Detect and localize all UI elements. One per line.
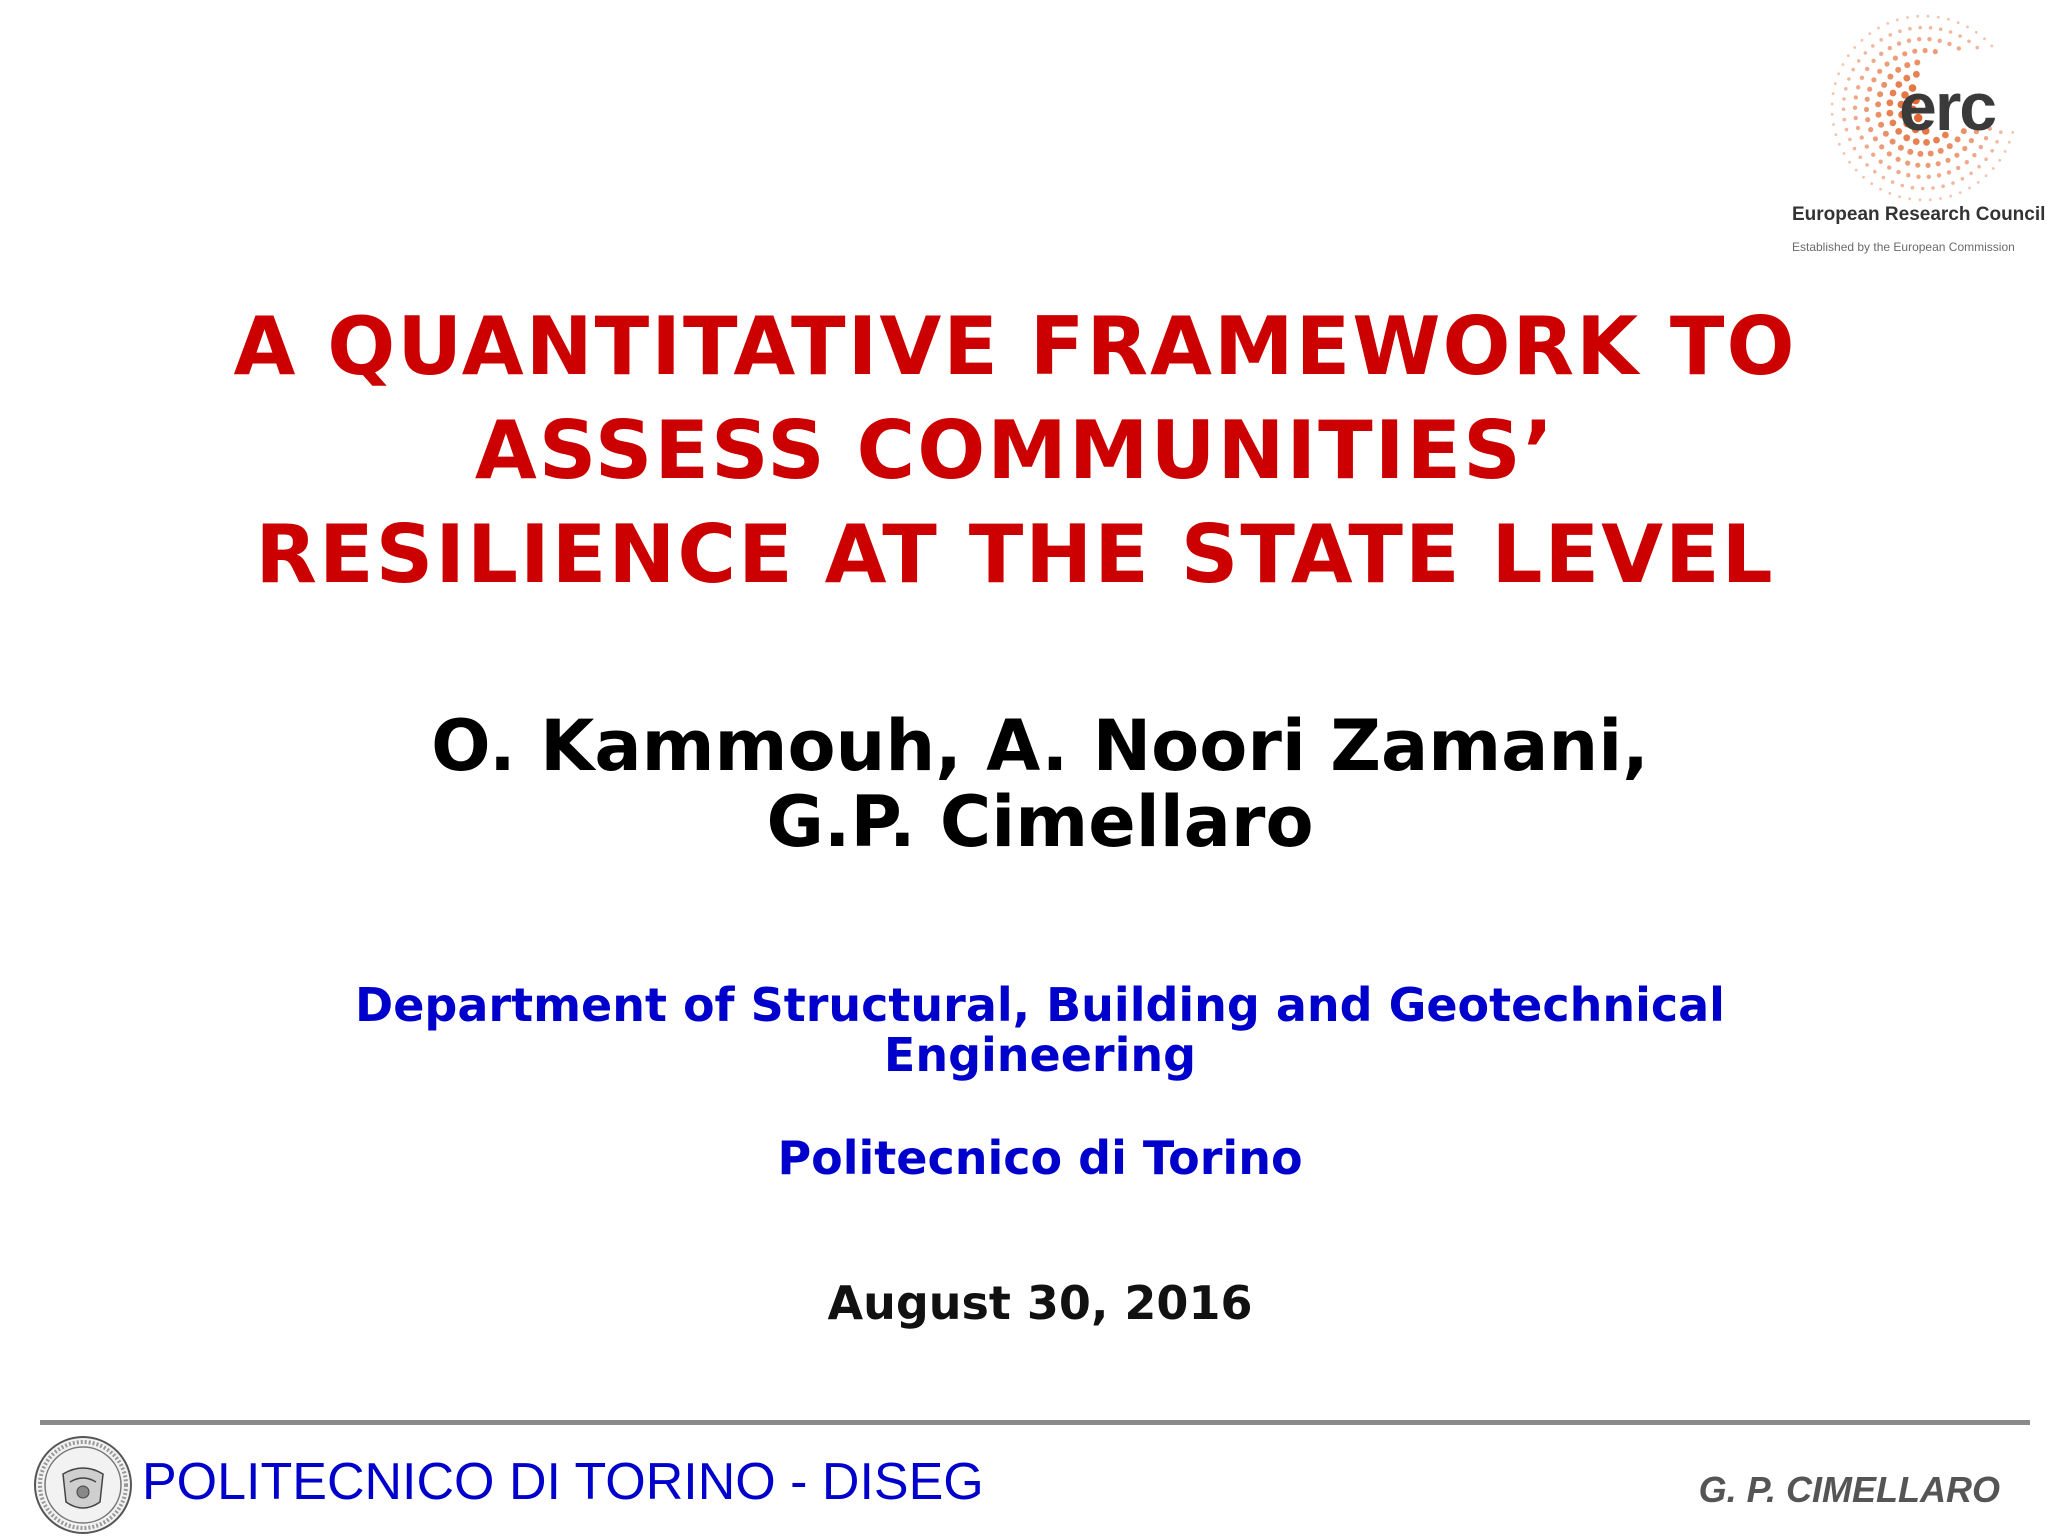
erc-logo <box>1784 8 2048 268</box>
authors-line: O. Kammouh, A. Noori Zamani, <box>431 705 1649 787</box>
authors-line: G.P. Cimellaro <box>766 781 1314 863</box>
title-line: RESILIENCE AT THE STATE LEVEL <box>255 508 1775 601</box>
title-line: ASSESS COMMUNITIES’ <box>474 404 1556 497</box>
department-line: Engineering <box>883 1028 1197 1082</box>
authors <box>240 705 1840 863</box>
erc-name: European Research Council <box>1792 204 2046 225</box>
department-line: Department of Structural, Building and Geotechnical <box>355 978 1725 1032</box>
university-seal-icon <box>30 1434 136 1536</box>
presentation-date: August 30, 2016 <box>827 1276 1253 1330</box>
footer-divider <box>40 1420 2030 1425</box>
erc-wordmark: erc <box>1899 69 1996 145</box>
university-name: Politecnico di Torino <box>777 1131 1303 1185</box>
erc-subtitle: Established by the European Commission <box>1792 240 2015 254</box>
title-line: A QUANTITATIVE FRAMEWORK TO <box>233 300 1797 393</box>
footer-author: G. P. CIMELLARO <box>1698 1469 2000 1510</box>
presentation-title <box>100 295 1930 607</box>
footer-institution: POLITECNICO DI TORINO - DISEG <box>142 1453 984 1511</box>
department <box>240 980 1840 1080</box>
